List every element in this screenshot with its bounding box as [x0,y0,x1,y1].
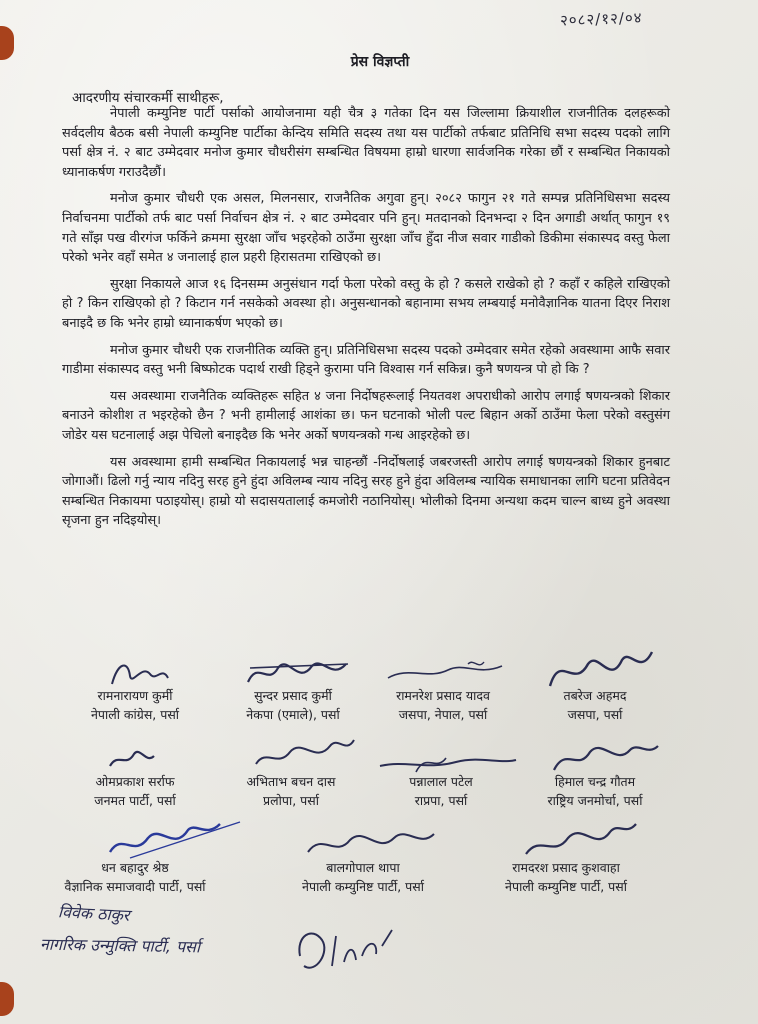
paragraph: मनोज कुमार चौधरी एक राजनीतिक व्यक्ति हुन्। प्रतिनिधिसभा सदस्य पदको उम्मेदवार समेत रहेको अवस्थामा आफै सवार गाडीमा संकास्पद वस्तु भनी बिष्फोटक पदार्थ राखी हिड्ने कुरामा पनि विश्वास गर्न सकिन्न। कुनै षणयन्त्र पो हो कि ? [62,342,670,378]
signature-scribble [530,656,670,692]
signatory-name: तबरेज अहमद [563,688,627,703]
document-title: प्रेस विज्ञप्ती [350,54,410,70]
signature-scribble [298,828,438,864]
signatory-name: हिमाल चन्द्र गौतम [554,774,636,789]
signatory-block [40,858,230,896]
signatory-name: धन बहादुर श्रेष्ठ [101,860,169,875]
signature-scribble [228,656,368,692]
signatory-block [500,772,690,810]
salutation: आदरणीय संचारकर्मी साथीहरू, [72,90,224,106]
signatory-party: प्रलोपा, पर्सा [263,793,319,808]
signatory-name: बालगोपाल थापा [326,860,400,875]
paragraph: मनोज कुमार चौधरी एक असल, मिलनसार, राजनैतिक अगुवा हुन्। २०८२ फागुन २१ गते सम्पन्न प्रतिनिधिसभा सदस्य निर्वाचनमा पार्टीको तर्फ बाट पर्सा निर्वाचन क्षेत्र नं. २ बाट उम्मेदवार पनि हुन्। मतदानको दिनभन्दा २ दिन अगाडी अर्थात् फागुन १९ गते साँझ पख वीरगंज फर्किने क्रममा सुरक्षा जाँच भइरहेको ठाउँमा सुरक्षा जाँच हुँदा नीज सवार गाडीको डिकीमा संकास्पद वस्तु फेला परेको भनेर वहाँ समेत ४ जनालाई हाल प्रहरी हिरासतमा राखिएको छ। [62,191,670,266]
signatory-name: सुन्दर प्रसाद कुर्मी [254,688,332,703]
signature-scribble [496,828,636,864]
signatory-name: पन्नालाल पटेल [409,774,473,789]
signature-scribble [376,742,516,778]
signatory-party: जसपा, नेपाल, पर्सा [398,707,488,722]
signature-scribble [70,828,210,864]
signature-scribble [70,656,210,692]
signatory-name: रामनरेश प्रसाद यादव [396,688,490,703]
signatory-name: ओमप्रकाश सर्राफ [95,774,175,789]
signatory-name: रामदरश प्रसाद कुशवाहा [512,860,620,875]
signatory-party: नेपाली कांग्रेस, पर्सा [90,707,180,722]
signatory-block [500,686,690,724]
handwritten-name: विवेक ठाकुर [57,902,131,925]
signature-scribble [378,656,518,692]
signature-scribble [226,742,366,778]
signatory-party: राष्ट्रिय जनमोर्चा, पर्सा [547,793,643,808]
signatory-party: जसपा, पर्सा [567,707,623,722]
signatory-party: वैज्ञानिक समाजवादी पार्टी, पर्सा [64,879,206,894]
signature-scribble [530,742,670,778]
paragraph: यस अवस्थामा राजनैतिक व्यक्तिहरू सहित ४ जना निर्दोषहरूलाई नियतवश अपराधीको आरोप लगाई षणयन्त्रको शिकार बनाउने कोशीश त भइरहेको छैन ? भनी हामीलाई आशंका छ। फन घटनाको भोली पल्ट बिहान अर्को ठाउँमा फेला परेको वस्तुसंग जोडेर यस घटनालाई अझ पेचिलो बनाइदैछ कि भनेर अर्को षणयन्त्रको गन्ध आइरहेको छ। [62,388,670,443]
edge-tab-bottom [0,982,14,1016]
signatory-name: रामनारायण कुर्मी [97,688,173,703]
paragraph: नेपाली कम्युनिष्ट पार्टी पर्साको आयोजनामा यही चैत्र ३ गतेका दिन यस जिल्लामा क्रियाशील राजनीतिक दलहरूको सर्वदलीय बैठक बसी नेपाली कम्युनिष्ट पार्टीका केन्दिय समिति सदस्य तथा यस पार्टीको तर्फबाट प्रतिनिधि सभा सदस्य पदको लागि पर्सा क्षेत्र नं. २ बाट उम्मेदवार मनोज कुमार चौधरीसंग सम्बन्धित विषयमा हाम्रो धारणा सार्वजनिक गरेका छौं र सम्बन्धित निकायको ध्यानाकर्षण गराउदैछौं। [62,106,670,180]
handwritten-date: २०८२/१२/०४ [559,8,643,30]
signature-scribble [70,742,210,778]
body-text [62,104,670,538]
paragraph: सुरक्षा निकायले आज १६ दिनसम्म अनुसंधान गर्दा फेला परेको वस्तु के हो ? कसले राखेको हो ? कहाँ र कहिले राखिएको हो ? किन राखिएको हो ? किटान गर्न नसकेको अवस्था हो। अनुसन्धानको बहानामा सभय लम्बयाई मनोवैज्ञानिक यातना दिएर निराश बनाइदै छ कि भनेर हाम्रो ध्यानाकर्षण भएको छ। [62,276,670,331]
signatory-party: नेपाली कम्युनिष्ट पार्टी, पर्सा [302,879,424,894]
signatory-party: नेपाली कम्युनिष्ट पार्टी, पर्सा [505,879,627,894]
signatory-party: नेकपा (एमाले), पर्सा [246,707,340,722]
signatory-block [268,858,458,896]
paragraph: यस अवस्थामा हामी सम्बन्धित निकायलाई भन्न चाहन्छौं -निर्दोषलाई जबरजस्ती आरोप लगाई षणयन्त्रको शिकार हुनबाट जोगाऔं। ढिलो गर्नु न्याय नदिनु सरह हुने हुंदा अविलम्ब न्याय नदिनु सरह हुने हुंदा अविलम्ब न्यायिक समाधानका लागि घटना प्रतिवेदन सम्बन्धित निकायमा पठाइयोस्। हाम्रो यो सदासयतालाई कमजोरी नठानियोस्। भोलीको दिनमा अन्यथा कदम चाल्न बाध्य हुने अवस्था सृजना हुन नदिइयोस्। [62,454,670,529]
edge-tab-top [0,26,14,60]
handwritten-party: नागरिक उन्मुक्ति पार्टी, पर्सा [39,934,201,957]
signatory-name: अभिताभ बचन दास [246,774,336,789]
signatory-party: जनमत पार्टी, पर्सा [94,793,176,808]
signatory-party: राप्रपा, पर्सा [414,793,468,808]
handwritten-signature [292,916,402,986]
signatory-block [466,858,666,896]
